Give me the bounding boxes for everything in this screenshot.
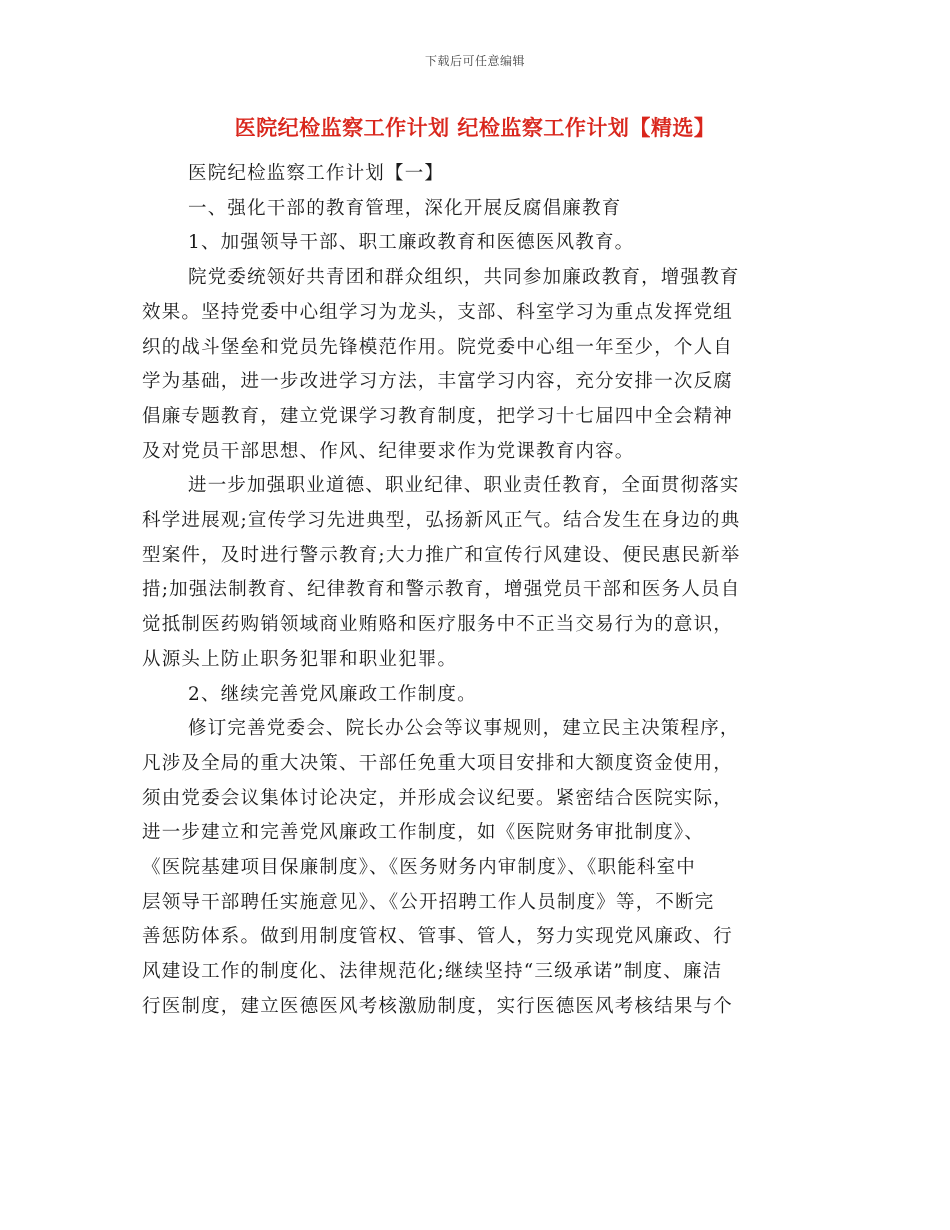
body-line: 2、继续完善党风廉政工作制度。 <box>188 683 477 705</box>
body-line: 从源头上防止职务犯罪和职业犯罪。 <box>142 648 458 670</box>
body-line: 修订完善党委会、院长办公会等议事规则，建立民主决策程序， <box>188 718 740 740</box>
body-line: 科学进展观;宣传学习先进典型，弘扬新风正气。结合发生在身边的典 <box>142 510 741 532</box>
body-line: 织的战斗堡垒和党员先锋模范作用。院党委中心组一年至少，个人自 <box>142 336 734 358</box>
body-line: 进一步加强职业道德、职业纪律、职业责任教育，全面贯彻落实 <box>188 475 740 497</box>
body-line: 一、强化干部的教育管理，深化开展反腐倡廉教育 <box>188 197 622 219</box>
body-line: 进一步建立和完善党风廉政工作制度，如《医院财务审批制度》、 <box>142 822 705 844</box>
body-line: 层领导干部聘任实施意见》、《公开招聘工作人员制度》等，不断完 <box>142 891 715 913</box>
body-line: 措;加强法制教育、纪律教育和警示教育，增强党员干部和医务人员自 <box>142 579 741 601</box>
header-note: 下载后可任意编辑 <box>424 54 525 68</box>
body-line: 院党委统领好共青团和群众组织，共同参加廉政教育，增强教育 <box>188 267 740 289</box>
body-line: 须由党委会议集体讨论决定，并形成会议纪要。紧密结合医院实际， <box>142 787 734 809</box>
body-line: 医院纪检监察工作计划【一】 <box>188 163 445 184</box>
body-line: 《医院基建项目保廉制度》、《医务财务内审制度》、《职能科室中 <box>142 857 697 879</box>
body-line: 觉抵制医药购销领域商业贿赂和医疗服务中不正当交易行为的意识， <box>142 614 734 636</box>
body-line: 1、加强领导干部、职工廉政教育和医德医风教育。 <box>188 232 635 254</box>
body-line: 学为基础，进一步改进学习方法，丰富学习内容，充分安排一次反腐 <box>142 371 734 393</box>
body-line: 善惩防体系。做到用制度管权、管事、管人，努力实现党风廉政、行 <box>142 926 734 948</box>
body-line: 凡涉及全局的重大决策、干部任免重大项目安排和大额度资金使用， <box>142 752 734 774</box>
body-line: 效果。坚持党委中心组学习为龙头，支部、科室学习为重点发挥党组 <box>142 301 734 323</box>
body-line: 型案件，及时进行警示教育;大力推广和宣传行风建设、便民惠民新举 <box>142 544 741 566</box>
document-title: 医院纪检监察工作计划 纪检监察工作计划【精选】 <box>234 115 716 140</box>
document-body <box>142 157 806 1025</box>
body-line: 风建设工作的制度化、法律规范化;继续坚持“三级承诺”制度、廉洁 <box>142 961 723 983</box>
body-line: 倡廉专题教育，建立党课学习教育制度，把学习十七届四中全会精神 <box>142 405 734 427</box>
body-line: 及对党员干部思想、作风、纪律要求作为党课教育内容。 <box>142 440 635 462</box>
body-line: 行医制度，建立医德医风考核激励制度，实行医德医风考核结果与个 <box>142 995 734 1017</box>
